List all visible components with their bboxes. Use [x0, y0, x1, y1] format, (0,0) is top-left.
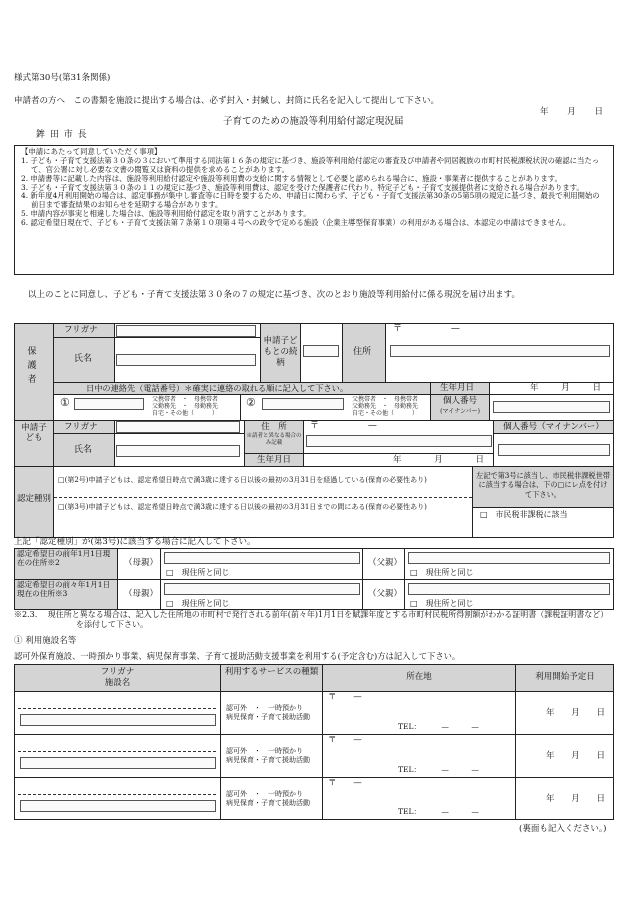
certification-option-type3[interactable]: □(第3号)申請子どもは、認定希望日時点で満3歳に達する日以後の最初の3月31日までの間にある(保育の必要性あり) — [58, 503, 427, 511]
service-option: 病児保育・子育て援助活動 — [226, 798, 310, 807]
date-month-label: 月 — [567, 107, 576, 117]
child-my-number-field[interactable] — [498, 444, 610, 456]
relation-field[interactable] — [303, 345, 339, 357]
service-option: 認可外 ・ 一時預かり — [226, 747, 303, 755]
start-year-label: 年 — [546, 708, 555, 718]
tel-dashes: — — — [441, 765, 479, 774]
facility-service-options[interactable] — [226, 704, 310, 722]
footer-note: (裏面も記入ください。) — [519, 824, 607, 834]
postal-dash: — — [450, 324, 460, 334]
child-section-label: 申請子ども — [21, 423, 47, 443]
facility-service-options[interactable] — [226, 790, 310, 808]
prior-address-footnote: ※2.3. 現住所と異なる場合は、記入した住所地の市町村で発行される前年(前々年)1月1日を賦課年度とする市町村民税所得割額がわかる証明書（課税証明書など）を添付して下さい。 — [14, 610, 609, 630]
consent-item: 6. 認定希望日現在で、子ども・子育て支援法第７条第１０項第４号への政令で定める施設（企業主導型保育事業）の利用がある場合は、本認定の申請はできません。 — [21, 218, 571, 227]
mother-label: （母親） — [124, 558, 159, 568]
child-address-note: ※請者と異なる場合のみ記載 — [246, 433, 302, 446]
postal-dash: — — [367, 421, 377, 431]
contact-1-phone-field[interactable] — [74, 398, 144, 410]
consent-item: 2. 申請書等に記載した内容は、施設等利用給付認定や施設等利用費の支給に関する情報として必要と認められる場合に、施設・事業者に提供することがあります。 — [21, 173, 562, 183]
facility-postal-code[interactable] — [328, 778, 362, 789]
contact-2-phone-field[interactable] — [262, 398, 344, 410]
birth-month-label: 月 — [561, 383, 570, 393]
birth-year-label: 年 — [393, 455, 402, 465]
start-day-label: 日 — [596, 751, 605, 761]
child-name-label: 氏名 — [74, 445, 93, 455]
form-number: 様式第30号(第31条関係) — [14, 73, 111, 83]
service-option: 病児保育・子育て援助活動 — [226, 712, 310, 721]
facility-intro: 認可外保育施設、一時預かり事業、病児保育事業、子育て援助活動支援事業を利用する(予定含む)方は記入して下さい。 — [14, 651, 461, 661]
facility-section-title: ① 利用施設名等 — [14, 636, 77, 646]
start-month-label: 月 — [571, 708, 580, 718]
prior-year-address-label: 認定希望日の前年1月1日現在の住所※2 — [17, 549, 111, 568]
guardian-address-field[interactable] — [390, 345, 610, 357]
facility-furigana-header: フリガナ — [100, 667, 135, 677]
child-furigana-field[interactable] — [116, 421, 240, 433]
postal-dash: — — [353, 778, 362, 788]
child-birthdate-field[interactable] — [393, 455, 484, 466]
start-month-label: 月 — [571, 751, 580, 761]
guardian-birthdate-field[interactable] — [530, 383, 601, 394]
facility-name-field[interactable] — [20, 714, 216, 726]
father-same-address-checkbox[interactable]: □ 現住所と同じ — [410, 568, 474, 577]
child-name-field[interactable] — [116, 445, 240, 457]
start-day-label: 日 — [596, 794, 605, 804]
mother-label: （母親） — [124, 589, 159, 599]
child-address-label: 住 所 — [261, 422, 287, 432]
date-line — [540, 107, 603, 118]
facility-header-service: 利用するサービスの種類 — [224, 667, 319, 677]
guardian-furigana-field[interactable] — [116, 325, 256, 337]
contact-option: 父勤務先 ・ 母勤務先 — [152, 403, 219, 411]
facility-tel[interactable] — [398, 807, 479, 816]
guardian-my-number-label: 個人番号 — [442, 396, 477, 406]
phone-instruction: 日中の連絡先（電話番号）＊確実に連絡の取れる順に記入して下さい。 — [86, 383, 349, 393]
consent-heading: 【申請にあたって同意していただく事項】 — [21, 147, 162, 156]
tel-label: TEL： — [398, 722, 421, 731]
page-title: 子育てのための施設等利用給付認定現況届 — [223, 116, 404, 127]
contact-option: 父携帯者 ・ 母携帯者 — [352, 396, 419, 403]
birth-day-label: 日 — [592, 383, 601, 393]
consent-item: 3. 子ども・子育て支援法第３０条の１１の規定に基づき、施設等利用費は、認定を受けた保護者に代わり、特定子ども・子育て支援提供者に支給される場合があります。 — [21, 182, 584, 192]
guardian-section-label: 保護者 — [27, 347, 37, 385]
postal-mark: 〒 — [310, 421, 320, 431]
child-birthdate-label: 生年月日 — [256, 455, 291, 465]
tax-exempt-checkbox[interactable]: □ 市民税非課税に該当 — [480, 510, 568, 519]
birth-year-label: 年 — [530, 383, 539, 393]
consent-item: 5. 申請内容が事実と相違した場合は、施設等利用給付認定を取り消すことがあります。 — [21, 209, 311, 219]
contact-option: 自宅・その他（ ） — [152, 410, 219, 418]
consent-item: 4. 新年度4月利用開始の場合は、認定事務が集中し審査等に日時を要するため、申請日に関わらず、子ども・子育て支援法第30条の5第5項の規定に基づき、最長で利用開始の前日まで審査結果のお知らせを延期する場合があります。 — [21, 191, 600, 210]
facility-tel[interactable] — [398, 722, 479, 731]
tel-label: TEL： — [398, 765, 421, 774]
start-year-label: 年 — [546, 751, 555, 761]
contact-option: 父携帯者 ・ 母携帯者 — [152, 396, 219, 403]
child-my-number-label: 個人番号（マイナンバー） — [503, 422, 604, 432]
postal-mark: 〒 — [328, 692, 337, 702]
postal-dash: — — [353, 735, 362, 745]
service-option: 病児保育・子育て援助活動 — [226, 755, 310, 764]
addressee: 鉾 田 市 長 — [36, 130, 88, 140]
guardian-birthdate-label: 生年月日 — [440, 383, 475, 393]
father-label: （父親） — [368, 589, 403, 599]
submission-notice: 申請者の方へ この書類を施設に提出する場合は、必ず封入・封緘し、封筒に氏名を記入して提出して下さい。 — [14, 96, 440, 106]
consent-item: 1. 子ども・子育て支援法第３０条の３において準用する同法第１６条の規定に基づき、施設等利用給付認定の審査及び申請者や同居親族の市町村民税課税状況の確認に当たって、官公署に対し必要な文書の閲覧又は資料の提供を求めることがあります。 — [21, 155, 600, 174]
guardian-my-number-sublabel: (マイナンバー) — [440, 408, 480, 415]
consent-box — [14, 145, 614, 275]
facility-start-date-field[interactable] — [546, 794, 605, 805]
service-option: 認可外 ・ 一時預かり — [226, 704, 303, 712]
facility-name-field[interactable] — [20, 757, 216, 769]
guardian-postal-code[interactable] — [393, 324, 460, 335]
guardian-name-field[interactable] — [116, 354, 256, 366]
birth-month-label: 月 — [434, 455, 443, 465]
start-day-label: 日 — [596, 708, 605, 718]
mother-prior-address-field[interactable] — [164, 552, 360, 564]
certification-option-type2[interactable]: □(第2号)申請子どもは、認定希望日時点で満3歳に達する日以後の最初の3月31日を経過している(保育の必要性あり) — [58, 476, 427, 484]
tel-dashes: — — — [441, 722, 479, 731]
mother-same-address-checkbox[interactable]: □ 現住所と同じ — [166, 599, 230, 608]
facility-header-start-date: 利用開始予定日 — [535, 672, 595, 682]
contact-1-type-options[interactable] — [152, 396, 218, 418]
guardian-name-label: 氏名 — [74, 354, 93, 364]
facility-start-date-field[interactable] — [546, 751, 605, 762]
tel-dashes: — — — [441, 807, 479, 816]
facility-name-header: 施設名 — [104, 678, 131, 688]
contact-1-marker: ① — [60, 396, 70, 409]
child-postal-code[interactable] — [310, 421, 377, 432]
father-prior-address-field[interactable] — [408, 552, 610, 564]
guardian-my-number-field[interactable] — [493, 401, 610, 413]
certification-label: 認定種別 — [17, 494, 52, 504]
two-years-prior-address-label: 認定希望日の前々年1月1日現在の住所※3 — [17, 580, 111, 599]
postal-mark: 〒 — [328, 778, 337, 788]
guardian-address-label: 住所 — [353, 347, 372, 357]
child-address-field[interactable] — [306, 435, 492, 447]
facility-postal-code[interactable] — [328, 692, 362, 703]
facility-header-name — [15, 667, 220, 689]
tel-label: TEL： — [398, 807, 421, 816]
service-option: 認可外 ・ 一時預かり — [226, 790, 303, 798]
date-year-label: 年 — [540, 107, 549, 117]
start-month-label: 月 — [571, 794, 580, 804]
contact-option: 父勤務先 ・ 母勤務先 — [352, 403, 419, 411]
contact-option: 自宅・その他（ ） — [352, 410, 419, 418]
prior-address-intro: 上記「認定種別」が(第3号)に該当する場合に記入して下さい。 — [14, 537, 256, 547]
date-day-label: 日 — [594, 107, 603, 117]
relation-label: 申請子どもとの続柄 — [263, 336, 298, 368]
tax-exempt-note: 左記で第3号に該当し、市民税非課税世帯に該当する場合は、下の□にレ点を付けて下さい。 — [476, 471, 610, 499]
mother-same-address-checkbox[interactable]: □ 現住所と同じ — [166, 568, 230, 577]
contact-2-marker: ② — [246, 396, 256, 409]
agreement-statement: 以上のことに同意し、子ども・子育て支援法第３０条の７の規定に基づき、次のとおり施設等利用給付に係る現況を届け出ます。 — [28, 290, 520, 300]
facility-postal-code[interactable] — [328, 735, 362, 746]
father-two-years-prior-address-field[interactable] — [408, 583, 610, 595]
facility-header-address: 所在地 — [406, 672, 432, 682]
mother-two-years-prior-address-field[interactable] — [164, 583, 360, 595]
birth-day-label: 日 — [475, 455, 484, 465]
guardian-furigana-label: フリガナ — [64, 325, 98, 335]
father-same-address-checkbox[interactable]: □ 現住所と同じ — [410, 599, 474, 608]
facility-start-date-field[interactable] — [546, 708, 605, 719]
facility-service-options[interactable] — [226, 747, 310, 765]
facility-name-field[interactable] — [20, 800, 216, 812]
postal-mark: 〒 — [393, 324, 403, 334]
postal-dash: — — [353, 692, 362, 702]
postal-mark: 〒 — [328, 735, 337, 745]
start-year-label: 年 — [546, 794, 555, 804]
child-furigana-label: フリガナ — [64, 422, 98, 432]
father-label: （父親） — [368, 558, 403, 568]
contact-2-type-options[interactable] — [352, 396, 418, 418]
facility-tel[interactable] — [398, 765, 479, 774]
